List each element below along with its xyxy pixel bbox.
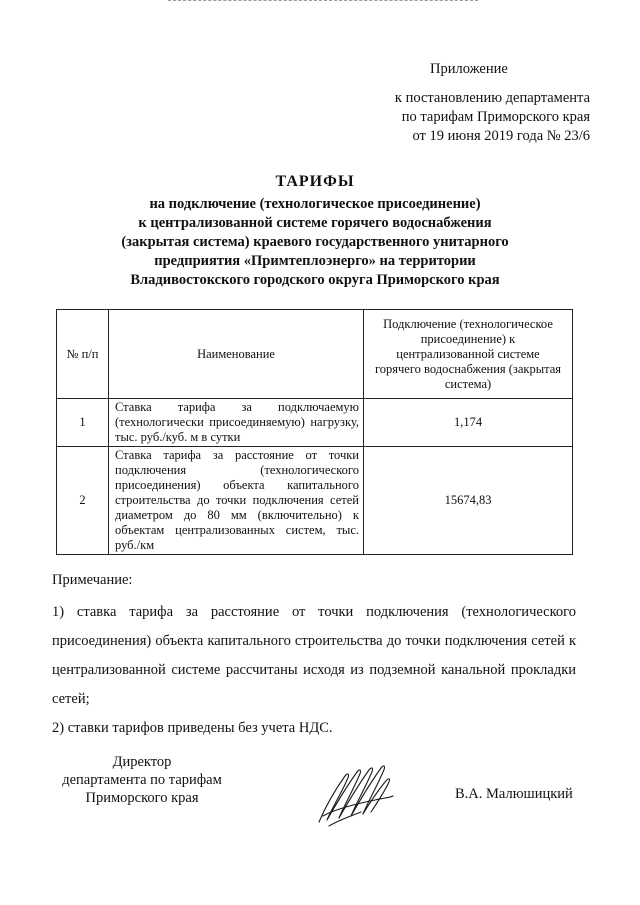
tariffs-table — [56, 309, 573, 555]
table-row — [57, 399, 573, 447]
row-value: 1,174 — [364, 399, 573, 447]
appendix-title: Приложение — [430, 61, 508, 77]
heading-line: предприятия «Примтеплоэнерго» на территории — [154, 253, 476, 269]
heading-line: Владивостокского городского округа Приморского края — [130, 272, 500, 288]
document-title: ТАРИФЫ — [275, 173, 355, 190]
signatory-position — [52, 753, 232, 807]
row-number: 2 — [57, 447, 109, 555]
handwritten-signature — [315, 760, 395, 830]
appendix-line: по тарифам Приморского края — [401, 109, 590, 125]
heading-line: к централизованной системе горячего водоснабжения — [138, 215, 492, 231]
notes-block — [52, 566, 576, 743]
appendix-line: от 19 июня 2019 года № 23/6 — [412, 128, 590, 144]
row-name: Ставка тарифа за подключаемую (технологически присоединяемую) нагрузку, тыс. руб./куб. м в сутки — [109, 399, 364, 447]
document-heading — [60, 172, 570, 290]
notes-title: Примечание: — [52, 572, 133, 588]
appendix-line: к постановлению департамента — [394, 90, 590, 106]
row-value: 15674,83 — [364, 447, 573, 555]
position-line: департамента по тарифам — [62, 772, 222, 788]
note-item: 1) ставка тарифа за расстояние от точки подключения (технологического присоединения) объекта капитального строительства до точки подключения сетей к централизованной системе рассчитаны исходя из подземной канальной прокладки сетей; — [52, 604, 576, 707]
position-line: Приморского края — [85, 790, 199, 806]
row-number: 1 — [57, 399, 109, 447]
signatory-name: В.А. Малюшицкий — [455, 786, 573, 802]
page-top-edge — [168, 0, 478, 1]
table-header-row — [57, 310, 573, 399]
header-number: № п/п — [57, 310, 109, 399]
position-line: Директор — [112, 754, 172, 770]
appendix-block — [360, 60, 590, 146]
heading-line: на подключение (технологическое присоединение) — [149, 196, 481, 212]
header-value: Подключение (технологическое присоединение) к централизованной системе горячего водоснабжения (закрытая система) — [364, 310, 573, 399]
row-name: Ставка тарифа за расстояние от точки подключения (технологического присоединения) объекта капитального строительства до точки подключения сетей диаметром до 80 мм (включительно) к объектам централизованных систем, тыс. руб./км — [109, 447, 364, 555]
header-name: Наименование — [109, 310, 364, 399]
heading-line: (закрытая система) краевого государственного унитарного — [121, 234, 509, 250]
table-row — [57, 447, 573, 555]
note-item: 2) ставки тарифов приведены без учета НДС. — [52, 720, 333, 736]
